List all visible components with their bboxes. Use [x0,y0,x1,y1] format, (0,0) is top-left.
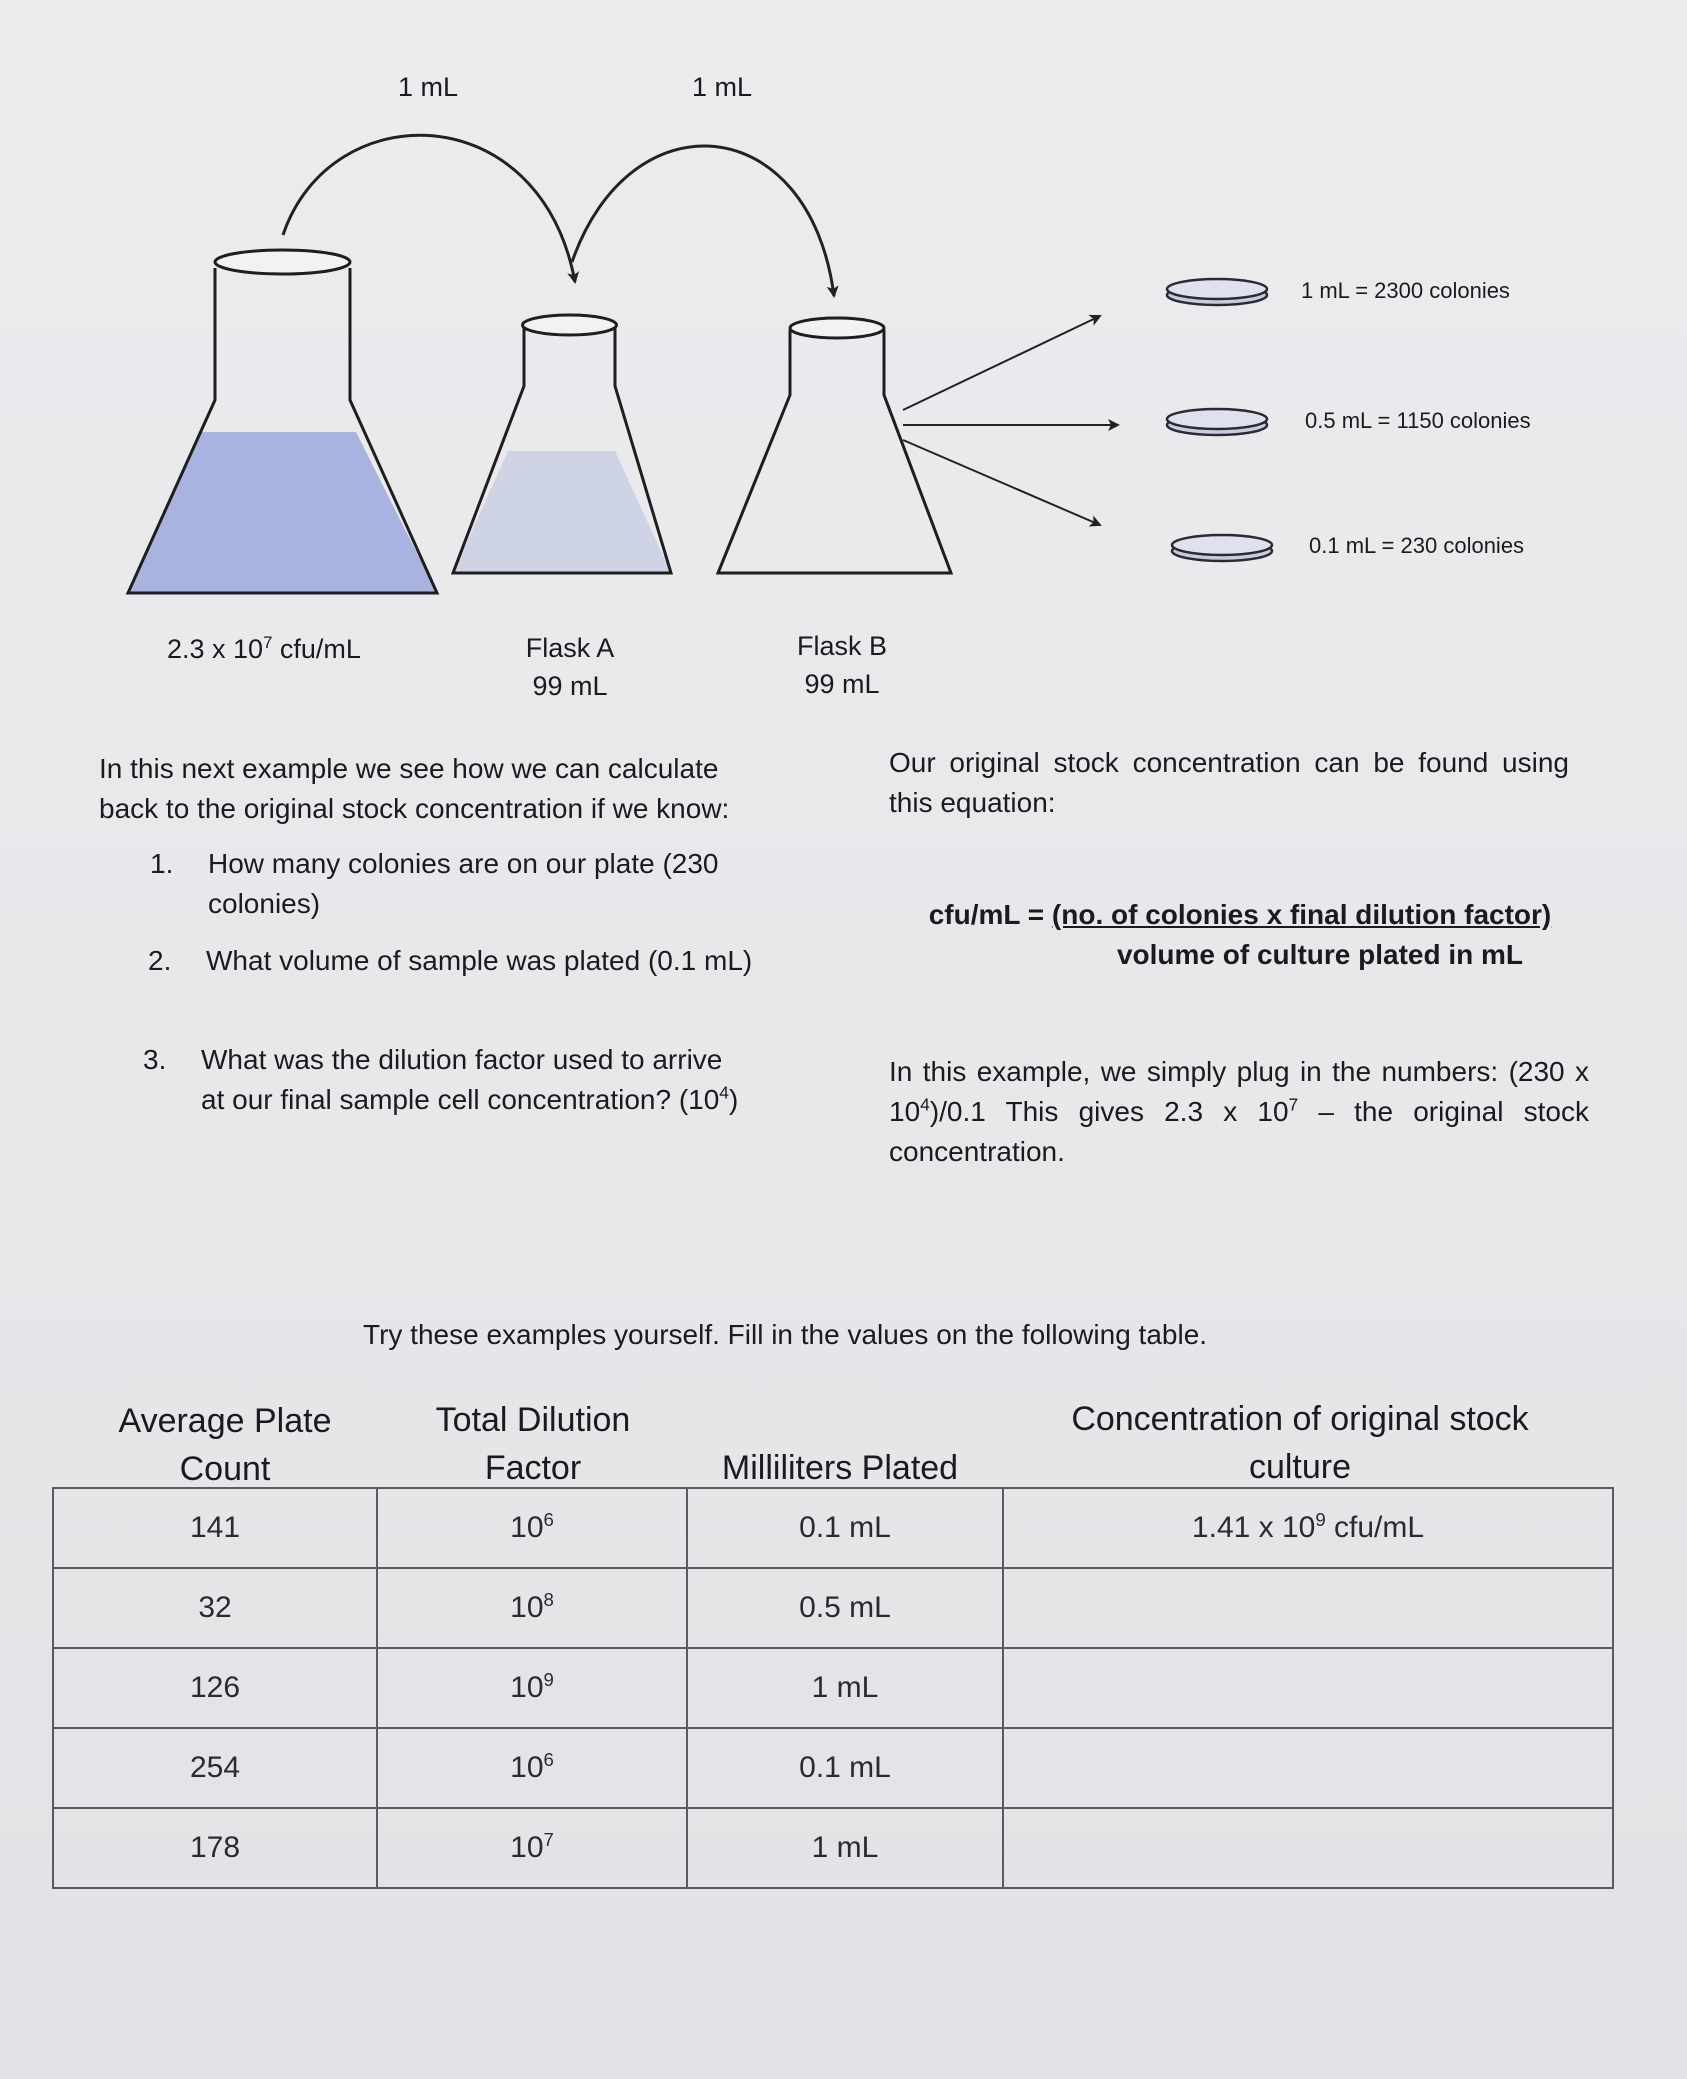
flask-a-liquid [453,451,671,573]
cell-ml-plated: 0.5 mL [687,1568,1003,1648]
cell-concentration[interactable] [1003,1568,1613,1648]
stock-concentration-label: 2.3 x $10^7$ cfu/mL [167,633,361,664]
table-row [53,1568,1613,1648]
transfer-label-2: 1 mL [692,72,753,102]
cell-ml-plated: 1 mL [687,1808,1003,1888]
table-row [53,1488,1613,1568]
formula-denominator: volume of culture plated in mL [1116,939,1524,970]
cell-ml-plated: 1 mL [687,1648,1003,1728]
flask-b-name: Flask B [796,631,888,661]
plate-label-1: 1 mL = 2300 colonies [1301,278,1510,303]
formula-numerator: (no. of colonies x final dilution factor) [1051,899,1552,930]
header-average-plate-count: Average Plate Count [118,1402,332,1488]
flask-a-volume: 99 mL [532,671,608,701]
table-row [53,1728,1613,1808]
step-1 [150,844,778,924]
header-total-dilution-factor: Total Dilution Factor [435,1401,631,1487]
cell-plate-count: 32 [53,1568,377,1648]
step-2-number: 2. [148,945,172,976]
cfu-formula: cfu/mL = (no. of colonies x final dilution factor) volume of culture plated in mL [880,895,1600,975]
transfer-arrow-2 [572,146,834,296]
plate-arrow-3 [903,440,1100,525]
header-milliliters-plated: Milliliters Plated [721,1449,959,1487]
step-3-text: What was the dilution factor used to arrive at our final sample cell concentration? (10 [201,1044,723,1115]
table-row [53,1648,1613,1728]
cell-dilution-factor: $10^6$ [377,1728,687,1808]
petri-dish-3 [1172,535,1272,561]
serial-dilution-diagram [0,0,1687,720]
cell-concentration[interactable]: 1.41 x $10^9$ cfu/mL [1003,1488,1613,1568]
cell-dilution-factor: $10^8$ [377,1568,687,1648]
flask-a [453,315,671,573]
cell-concentration[interactable] [1003,1648,1613,1728]
left-intro: In this next example we see how we can calculate back to the original stock concentration if we know: [99,753,730,824]
flask-b-volume: 99 mL [804,669,880,699]
cell-concentration[interactable] [1003,1728,1613,1808]
cell-plate-count: 254 [53,1728,377,1808]
right-intro: Our original stock concentration can be found using this equation: [889,747,1569,818]
step-1-number: 1. [150,848,174,879]
step-2-text: What volume of sample was plated (0.1 mL) [206,945,753,976]
cell-plate-count: 178 [53,1808,377,1888]
cell-ml-plated: 0.1 mL [687,1728,1003,1808]
petri-dish-1 [1167,279,1267,305]
cell-plate-count: 126 [53,1648,377,1728]
cell-concentration[interactable] [1003,1808,1613,1888]
transfer-label-1: 1 mL [398,72,459,102]
instruction-text: Try these examples yourself. Fill in the values on the following table. [363,1319,1208,1350]
plate-arrow-1 [903,316,1100,410]
cell-dilution-factor: $10^9$ [377,1648,687,1728]
header-concentration: Concentration of original stock culture [1071,1400,1529,1486]
table-row [53,1808,1613,1888]
example-explanation: In this example, we simply plug in the numbers: (230 x $10^4)/0.1$ This gives 2.3 x $10^7$ – the original stock concentration. [889,1056,1589,1167]
stock-flask [128,250,437,593]
cell-ml-plated: 0.1 mL [687,1488,1003,1568]
cell-plate-count: 141 [53,1488,377,1568]
step-1-text: How many colonies are on our plate (230 colonies) [208,848,719,919]
flask-a-name: Flask A [525,633,615,663]
plate-label-3: 0.1 mL = 230 colonies [1309,533,1525,558]
step-3-number: 3. [143,1044,167,1075]
petri-dish-2 [1167,409,1267,435]
cell-dilution-factor: $10^6$ [377,1488,687,1568]
step-2 [148,941,776,981]
cell-dilution-factor: $10^7$ [377,1808,687,1888]
plate-label-2: 0.5 mL = 1150 colonies [1305,408,1531,433]
stock-flask-liquid [128,432,437,593]
step-3: 3. What was the dilution factor used to arrive at our final sample cell concentration? $(10^4)$ [201,1040,741,1120]
dilution-table [52,1487,1614,1889]
